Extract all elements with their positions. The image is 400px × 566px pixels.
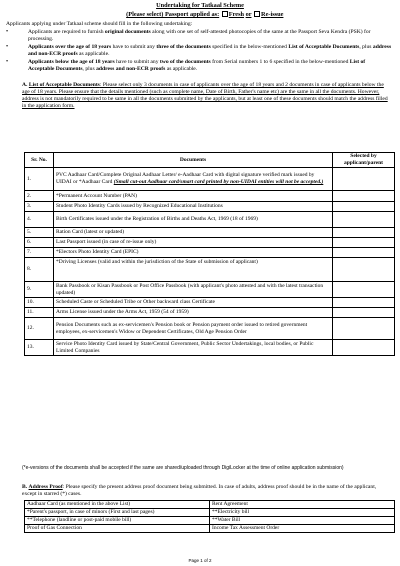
- section-a-label: A.: [22, 82, 28, 88]
- page-title: Undertaking for Tatkaal Scheme: [156, 2, 244, 9]
- table-row: [25, 238, 395, 248]
- address-cell[interactable]: *Parent's passport, in case of minors (First and last pages): [25, 509, 210, 517]
- row-doc: *Electors Photo Identity Card (EPIC): [54, 248, 333, 258]
- row-doc: *Driving Licenses (valid and within the jurisdiction of the State of submission of applicant): [54, 258, 333, 282]
- table-row: [25, 318, 395, 340]
- address-proof-table: [24, 500, 395, 533]
- table-row: [25, 517, 395, 525]
- row-sr: 4.: [25, 212, 54, 228]
- section-a-text: : Please select only 3 documents in case of applicants over the age of 18 years and 2 documents in case of applicants below the age of 18 years. Please ensure that the details mentioned (such as complete name, Date of Birth, Father's name etc) are the same in all the documents. However, address is not mandatorily required to be same in all the documents submitted by the applicants, but at least one of these documents should match the address filled in the application form.: [22, 82, 388, 109]
- table-row: [25, 525, 395, 533]
- reissue-label: Re-issue: [261, 11, 284, 18]
- address-cell[interactable]: **Water Bill: [210, 517, 395, 525]
- table-row: [25, 248, 395, 258]
- table-row: [25, 501, 395, 509]
- row-doc: Bank Passbook or Kisan Passbook or Post Office Passbook (with applicant's photo attested and with the latest transaction updated): [54, 282, 333, 298]
- table-row: [25, 191, 395, 202]
- table-row: [25, 258, 395, 282]
- digilocker-note: (*e-versions of the documents shall be accepted if the same are shared/uploaded through DigiLocker at the time of online application submission): [22, 465, 344, 471]
- row-select-cell[interactable]: [333, 282, 395, 298]
- table-row: [25, 228, 395, 238]
- row-sr: 12.: [25, 318, 54, 340]
- row-select-cell[interactable]: [333, 202, 395, 212]
- row-select-cell[interactable]: [333, 228, 395, 238]
- row-doc: Pension Documents such as ex-servicemen's Pension book or Pension payment order issued to retired government employees, ex-servicemen's Widow or Dependent Certificates, Old Age Pension Order: [54, 318, 333, 340]
- table-row: [25, 212, 395, 228]
- table-row: [25, 308, 395, 318]
- table-row: [25, 509, 395, 517]
- address-cell[interactable]: Income Tax Assessment Order: [210, 525, 395, 533]
- passport-type-selector: [0, 11, 400, 19]
- or-label: or: [245, 11, 252, 18]
- intro-text: Applicants applying under Tatkaal scheme should fill in the following undertaking:: [6, 21, 193, 27]
- bullet-3: [6, 59, 394, 73]
- row-doc: Ration Card (latest or updated): [54, 228, 333, 238]
- row-doc: Student Photo Identity Cards issued by Recognized Educational Institutions: [54, 202, 333, 212]
- select-label: (Please select) Passport applied as:: [126, 11, 220, 18]
- bullet-1-text: Applicants are required to furnish original documents along with one set of self-attested photocopies of the same at the Passport Seva Kendra (PSK) for processing.: [28, 29, 371, 42]
- row-doc: Service Photo Identity Card issued by State/Central Government, Public Sector Undertakings, local bodies, or Public Limited Companies: [54, 340, 333, 356]
- table-row: [25, 202, 395, 212]
- row-select-cell[interactable]: [333, 258, 395, 282]
- reissue-checkbox[interactable]: [254, 11, 260, 17]
- table-row: [25, 168, 395, 191]
- row-doc: Last Passport issued (in case of re-issue only): [54, 238, 333, 248]
- col-selected-header: Selected by applicant/parent: [333, 153, 395, 168]
- col-documents-header: Documents: [54, 153, 333, 168]
- fresh-checkbox[interactable]: [222, 11, 228, 17]
- bullet-3-text: Applicants below the age of 18 years have to submit any two of the documents from Serial numbers 1 to 6 specified in the below-mentioned List of Acceptable Documents, plus address and non-ECR proofs as applicable.: [28, 59, 366, 72]
- documents-table: [24, 152, 395, 356]
- row-doc: Arms License issued under the Arms Act, 1959 (54 of 1959): [54, 308, 333, 318]
- row-sr: 9.: [25, 282, 54, 298]
- table-row: [25, 282, 395, 298]
- bullet-2-text: Applicants over the age of 18 years have to submit any three of the documents specified in the below-mentioned List of Acceptable Documents, plus address and non-ECR proofs as applicable.: [28, 44, 392, 57]
- address-cell[interactable]: **Electricity bill: [210, 509, 395, 517]
- table-row: [25, 340, 395, 356]
- row-select-cell[interactable]: [333, 248, 395, 258]
- section-b-text: : Please specify the present address proof document being submitted. In case of adults, address proof should be in the name of the applicant, except in starred (*) cases.: [22, 484, 377, 497]
- row-select-cell[interactable]: [333, 340, 395, 356]
- row-sr: 5.: [25, 228, 54, 238]
- row-doc: Birth Certificates issued under the Registration of Births and Deaths Act, 1969 (18 of 1969): [54, 212, 333, 228]
- row-select-cell[interactable]: [333, 168, 395, 191]
- row-sr: 6.: [25, 238, 54, 248]
- page-footer: Page 1 of 2: [188, 558, 212, 563]
- row-select-cell[interactable]: [333, 238, 395, 248]
- row-sr: 1.: [25, 168, 54, 191]
- bullet-1: [6, 29, 394, 43]
- table-row: [25, 298, 395, 308]
- col-sr-header: Sr. No.: [25, 153, 54, 168]
- bullet-dot: •: [6, 29, 9, 35]
- section-a-heading: List of Acceptable Documents: [28, 82, 100, 88]
- row-sr: 13.: [25, 340, 54, 356]
- fresh-label: Fresh: [228, 11, 245, 18]
- section-b: [22, 484, 392, 498]
- row-doc: *Permanent Account Number (PAN): [54, 191, 333, 202]
- address-cell[interactable]: Proof of Gas Connection: [25, 525, 210, 533]
- row-doc: PVC Aadhaar Card/Complete Original Aadhaar Letter/ e-Aadhaar Card with digital signature verified mark issued by UIDAI or *Aadhaar Card (Small cut-out Aadhaar card/smart card printed by non-UIDAI entities will not be accepted.): [54, 168, 333, 191]
- row-select-cell[interactable]: [333, 212, 395, 228]
- row-sr: 8.: [25, 258, 54, 282]
- section-b-label: B.: [22, 484, 28, 490]
- row-doc: Scheduled Caste or Scheduled Tribe or Other backward class Certificate: [54, 298, 333, 308]
- bullet-2: [6, 44, 394, 58]
- row-select-cell[interactable]: [333, 308, 395, 318]
- section-a: [22, 82, 392, 110]
- address-cell[interactable]: Aadhaar Card (as mentioned in the above List): [25, 501, 210, 509]
- row-sr: 3.: [25, 202, 54, 212]
- row-select-cell[interactable]: [333, 191, 395, 202]
- row-sr: 10.: [25, 298, 54, 308]
- row-select-cell[interactable]: [333, 318, 395, 340]
- bullet-dot: •: [6, 59, 9, 65]
- address-cell[interactable]: Rent Agreement: [210, 501, 395, 509]
- bullet-dot: •: [6, 44, 9, 50]
- address-cell[interactable]: **Telephone (landline or post-paid mobile bill): [25, 517, 210, 525]
- row-sr: 7.: [25, 248, 54, 258]
- row-select-cell[interactable]: [333, 298, 395, 308]
- section-b-heading: Address Proof: [28, 484, 63, 490]
- row-sr: 2.: [25, 191, 54, 202]
- row-sr: 11.: [25, 308, 54, 318]
